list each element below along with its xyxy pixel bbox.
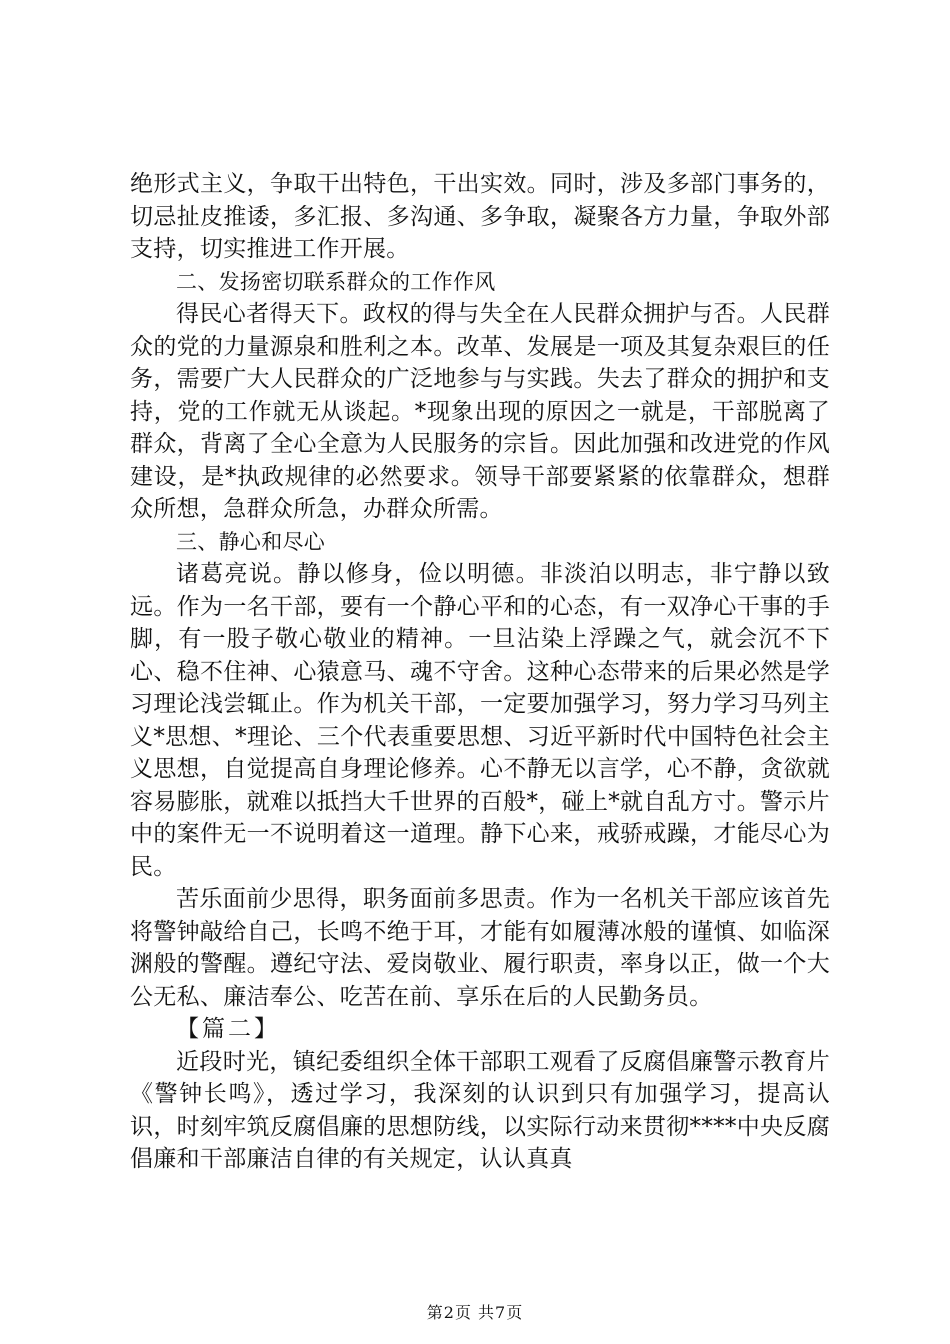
paragraph-continuation: 绝形式主义，争取干出特色，干出实效。同时，涉及多部门事务的，切忌扯皮推诿，多汇报、多沟通、多争取，凝聚各方力量，争取外部支持，切实推进工作开展。 [130, 171, 830, 262]
paragraph-responsibility: 苦乐面前少思得，职务面前多思责。作为一名机关干部应该首先将警钟敲给自己，长鸣不绝于耳，才能有如履薄冰般的谨慎、如临深渊般的警醒。遵纪守法、爱岗敬业、履行职责，率身以正，做一个大公无私、廉洁奉公、吃苦在前、享乐在后的人民勤务员。 [130, 886, 830, 1010]
article-marker: 【篇二】 [176, 1016, 280, 1042]
page-number-footer: 第2页 共7页 [426, 1303, 524, 1322]
section-heading-3: 三、静心和尽心 [176, 529, 326, 554]
paragraph-article-two: 近段时光，镇纪委组织全体干部职工观看了反腐倡廉警示教育片《警钟长鸣》，透过学习，我深刻的认识到只有加强学习，提高认识，时刻牢筑反腐倡廉的思想防线，以实际行动来贯彻****中央反腐倡廉和干部廉洁自律的有关规定，认认真真 [130, 1048, 830, 1172]
section-heading-2: 二、发扬密切联系群众的工作作风 [176, 269, 496, 294]
paragraph-calm-mind: 诸葛亮说。静以修身，俭以明德。非淡泊以明志，非宁静以致远。作为一名干部，要有一个静心平和的心态，有一双净心干事的手脚，有一股子敬心敬业的精神。一旦沾染上浮躁之气，就会沉不下心、稳不住神、心猿意马、魂不守舍。这种心态带来的后果必然是学习理论浅尝辄止。作为机关干部，一定要加强学习，努力学习马列主义*思想、*理论、三个代表重要思想、习近平新时代中国特色社会主义思想，自觉提高自身理论修养。心不静无以言学，心不静，贪欲就容易膨胀，就难以抵挡大千世界的百般*，碰上*就自乱方寸。警示片中的案件无一不说明着这一道理。静下心来，戒骄戒躁，才能尽心为民。 [130, 561, 830, 880]
document-body [130, 168, 830, 1176]
paragraph-mass-line: 得民心者得天下。政权的得与失全在人民群众拥护与否。人民群众的党的力量源泉和胜利之本。改革、发展是一项及其复杂艰巨的任务，需要广大人民群众的广泛地参与与实践。失去了群众的拥护和支持，党的工作就无从谈起。*现象出现的原因之一就是，干部脱离了群众，背离了全心全意为人民服务的宗旨。因此加强和改进党的作风建设，是*执政规律的必然要求。领导干部要紧紧的依靠群众，想群众所想，急群众所急，办群众所需。 [130, 301, 830, 522]
